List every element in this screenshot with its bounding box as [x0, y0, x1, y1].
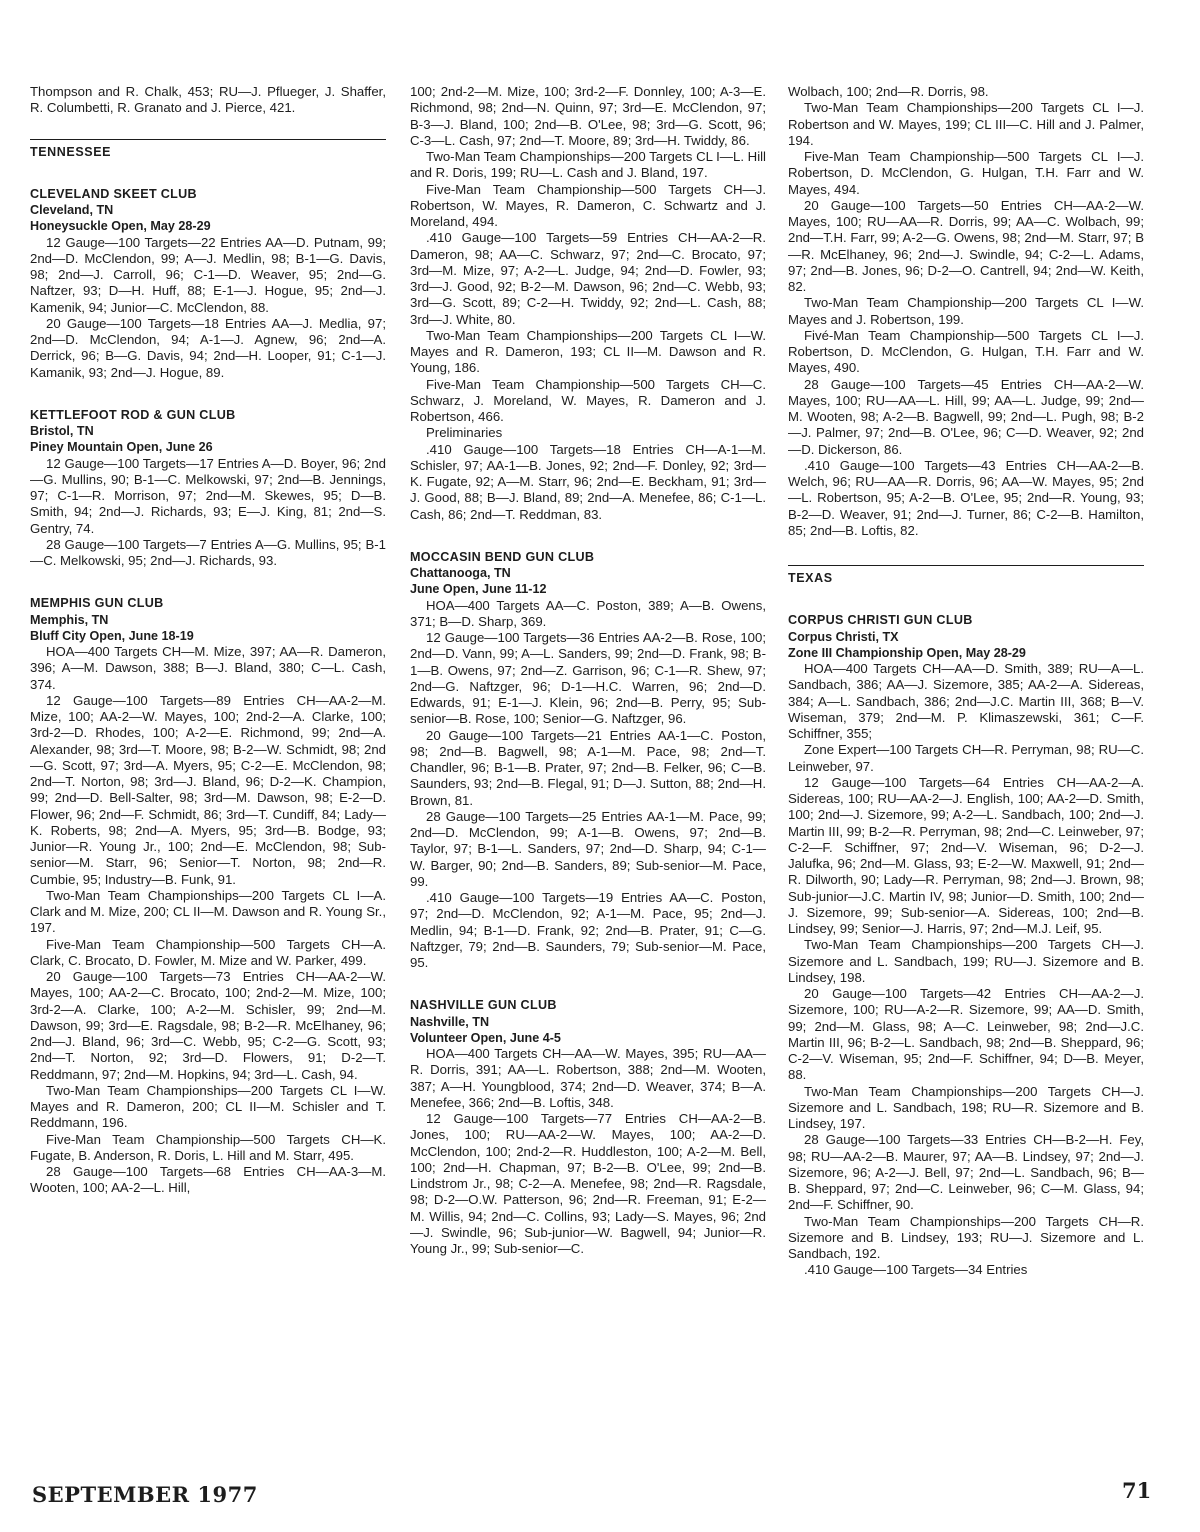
club-location: Chattanooga, TN [410, 566, 511, 580]
results-paragraph: 12 Gauge—100 Targets—17 Entries A—D. Boyer, 96; 2nd—G. Mullins, 90; B-1—C. Melkowski, 97; 2nd—B. Jennings, 97; C-1—R. Morrison, 97; 2nd—M. Skewes, 95; D—B. Smith, 94; 2nd—J. Richards, 93; E—J. King, 81; 2nd—S. Gentry, 74. [30, 455, 386, 536]
column-1 [30, 84, 386, 1197]
results-paragraph: 12 Gauge—100 Targets—64 Entries CH—AA-2—A. Sidereas, 100; RU—AA-2—J. English, 100; AA-2—D. Smith, 100; 2nd—J. Sizemore, 99; A-2—L. Sandbach, 100; 2nd—J. Martin III, 99; B-2—R. Perryman, 98; 2nd—C. Leinweber, 97; C-2—F. Schiffner, 97; 2nd—V. Wiseman, 96; D-2—J. Jalufka, 96; 2nd—M. Glass, 93; E-2—W. Maxwell, 91; 2nd—R. Dilworth, 90; Lady—R. Perryman, 98; 2nd—J. Brown, 98; Sub-junior—J.C. Martin IV, 98; Junior—D. Smith, 100; 2nd—J. Sizemore, 99; Sub-senior—A. Sidereas, 100; 2nd—B. Lindsey, 99; Senior—J. Harris, 97; 2nd—M.J. Leif, 95. [788, 774, 1144, 936]
club-event: Piney Mountain Open, June 26 [30, 440, 213, 455]
results-paragraph: Two-Man Team Championships—200 Targets CL I—A. Clark and M. Mize, 200; CL II—M. Dawson and R. Young Sr., 197. [30, 887, 386, 936]
results-paragraph: 12 Gauge—100 Targets—89 Entries CH—AA-2—M. Mize, 100; AA-2—W. Mayes, 100; 2nd-2—A. Clarke, 100; 3rd-2—D. Rhodes, 100; A-2—E. Richmond, 99; 2nd—A. Alexander, 98; 3rd—T. Moore, 98; B-2—W. Schmidt, 98; 2nd—G. Scott, 97; 3rd—A. Myers, 95; C-2—E. McClendon, 98; 2nd—T. Norton, 98; 3rd—J. Bland, 96; D-2—K. Champion, 99; 2nd—D. Bell-Salter, 98; 3rd—M. Dawson, 98; E-2—D. Flower, 96; 2nd—F. Schmidt, 86; 3rd—T. Cundiff, 84; Lady—K. Roberts, 98; 2nd—A. Myers, 95; 3rd—B. Bodge, 93; Junior—R. Young Jr., 100; 2nd—E. McClendon, 98; Sub-senior—M. Starr, 96; Senior—T. Norton, 98; 2nd—R. Cumbie, 95; Industry—B. Funk, 91. [30, 692, 386, 887]
club-name: KETTLEFOOT ROD & GUN CLUB [30, 407, 236, 422]
club-location: Cleveland, TN [30, 203, 114, 217]
results-paragraph: HOA—400 Targets AA—C. Poston, 389; A—B. Owens, 371; B—D. Sharp, 369. [410, 597, 766, 629]
results-paragraph: Five-Man Team Championship—500 Targets CH—J. Robertson, W. Mayes, R. Dameron, C. Schwartz and J. Moreland, 494. [410, 181, 766, 229]
results-paragraph: 20 Gauge—100 Targets—21 Entries AA-1—C. Poston, 98; 2nd—B. Bagwell, 98; A-1—M. Pace, 98; 2nd—T. Chandler, 96; B-1—B. Prater, 97; 2nd—B. Felker, 96; C—B. Saunders, 93; 2nd—B. Flegal, 91; D—J. Sutton, 88; 2nd—H. Brown, 81. [410, 727, 766, 808]
results-paragraph: .410 Gauge—100 Targets—59 Entries CH—AA-2—R. Dameron, 98; AA—C. Schwarz, 97; 2nd—C. Brocato, 97; 3rd—M. Mize, 97; A-2—L. Judge, 94; 2nd—D. Fowler, 93; 3rd—J. Good, 92; B-2—M. Dawson, 96; 2nd—C. Webb, 93; 3rd—G. Scott, 89; C-2—H. Twiddy, 92; 2nd—L. Cash, 88; 3rd—J. White, 80. [410, 230, 766, 327]
results-paragraph: Fivé-Man Team Championship—500 Targets CL I—J. Robertson, D. McClendon, G. Hulgan, T.H. Farr and W. Mayes, 490. [788, 327, 1144, 376]
club-event: June Open, June 11-12 [410, 582, 547, 597]
club-location: Nashville, TN [410, 1014, 490, 1029]
results-paragraph: 20 Gauge—100 Targets—42 Entries CH—AA-2—J. Sizemore, 100; RU—A-2—R. Sizemore, 99; AA—D. Smith, 99; 2nd—M. Glass, 98; A—C. Leinweber, 98; 2nd—J.C. Martin III, 96; B-2—L. Sandbach, 98; 2nd—B. Sheppard, 96; C-2—V. Wiseman, 95; 2nd—F. Schiffner, 94; D—B. Meyer, 88. [788, 986, 1144, 1083]
results-paragraph: 12 Gauge—100 Targets—36 Entries AA-2—B. Rose, 100; 2nd—D. Vann, 99; A—L. Sanders, 99; 2nd—D. Frank, 98; B-1—B. Owens, 97; 2nd—Z. Garrison, 96; C-1—R. Shew, 97; 2nd—G. Naftzger, 96; D-1—H.C. Warren, 96; 2nd—D. Edwards, 91; E-1—J. Klein, 96; 2nd—B. Perry, 95; Sub-senior—B. Rose, 100; Senior—G. Naftzger, 96. [410, 630, 766, 727]
results-paragraph: HOA—400 Targets CH—M. Mize, 397; AA—R. Dameron, 396; A—M. Dawson, 388; B—J. Bland, 380; C—L. Cash, 374. [30, 644, 386, 692]
preliminaries-label: Preliminaries [426, 425, 503, 441]
results-paragraph: 28 Gauge—100 Targets—25 Entries AA-1—M. Pace, 99; 2nd—D. McClendon, 99; A-1—B. Owens, 97; 2nd—B. Taylor, 97; B-1—L. Sanders, 97; 2nd—D. Sharp, 94; C-1—W. Barger, 90; 2nd—B. Sanders, 89; Sub-senior—M. Pace, 99. [410, 808, 766, 889]
page-number: 71 [1122, 1478, 1152, 1503]
club-cleveland-skeet [30, 186, 386, 381]
results-paragraph: Two-Man Team Championships—200 Targets CH—R. Sizemore and B. Lindsey, 193; RU—J. Sizemore and L. Sandbach, 192. [788, 1213, 1144, 1261]
column-2 [410, 84, 766, 1257]
results-paragraph: HOA—400 Targets CH—AA—W. Mayes, 395; RU—AA—R. Dorris, 391; AA—L. Robertson, 388; 2nd—M. Wooten, 387; A—H. Youngblood, 374; 2nd—D. Weaver, 374; B—A. Menefee, 366; 2nd—B. Loftis, 348. [410, 1046, 766, 1110]
results-paragraph: .410 Gauge—100 Targets—43 Entries CH—AA-2—B. Welch, 96; RU—AA—R. Dorris, 96; AA—W. Mayes, 95; 2nd—L. Robertson, 95; A-2—B. O'Lee, 95; 2nd—R. Young, 93; B-2—D. Weaver, 91; 2nd—J. Turner, 86; C-2—B. Hamilton, 85; 2nd—B. Loftis, 82. [788, 457, 1144, 538]
club-name: MEMPHIS GUN CLUB [30, 596, 164, 611]
club-location: Bristol, TN [30, 424, 94, 438]
club-event: Volunteer Open, June 4-5 [410, 1030, 561, 1045]
state-heading-texas: TEXAS [788, 571, 833, 585]
club-moccasin-bend [410, 549, 766, 972]
results-paragraph: .410 Gauge—100 Targets—19 Entries AA—C. Poston, 97; 2nd—D. McClendon, 92; A-1—M. Pace, 95; 2nd—J. Medlin, 94; B-1—D. Frank, 92; 2nd—B. Prater, 91; C—G. Naftzger, 79; 2nd—B. Saunders, 79; Sub-senior—M. Pace, 95. [410, 890, 766, 970]
results-paragraph: Two-Man Team Championships—200 Targets CL I—L. Hill and R. Doris, 199; RU—L. Cash and J. Bland, 197. [410, 149, 766, 181]
results-paragraph: HOA—400 Targets CH—AA—D. Smith, 389; RU—A—L. Sandbach, 386; AA—J. Sizemore, 385; AA-2—A. Sidereas, 384; A—L. Sandbach, 386; 2nd—J.C. Martin III, 368; B—V. Wiseman, 379; 2nd—M. P. Klimaszewski, 361; C—F. Schiffner, 355; [788, 661, 1144, 741]
results-paragraph: Zone Expert—100 Targets CH—R. Perryman, 98; RU—C. Leinweber, 97. [788, 742, 1144, 774]
section-rule [30, 139, 386, 140]
results-paragraph: 28 Gauge—100 Targets—33 Entries CH—B-2—H. Fey, 98; RU—AA-2—B. Maurer, 97; AA—B. Lindsey, 97; 2nd—J. Sizemore, 96; A-2—J. Bell, 97; 2nd—L. Sandbach, 96; B—B. Sheppard, 97; 2nd—C. Leinweber, 96; C—M. Glass, 94; 2nd—F. Schiffner, 90. [788, 1132, 1144, 1213]
results-paragraph: Five-Man Team Championship—500 Targets CL I—J. Robertson, D. McClendon, G. Hulgan, T.H. Farr and W. Mayes, 494. [788, 149, 1144, 197]
results-paragraph: Five-Man Team Championship—500 Targets CH—K. Fugate, B. Anderson, R. Doris, L. Hill and M. Starr, 495. [30, 1131, 386, 1163]
club-name: CLEVELAND SKEET CLUB [30, 186, 197, 201]
continued-text: 100; 2nd-2—M. Mize, 100; 3rd-2—F. Donnley, 100; A-3—E. Richmond, 98; 2nd—N. Quinn, 97; 3rd—E. McClendon, 97; B-3—J. Bland, 100; 2nd—B. O'Lee, 98; 3rd—G. Scott, 96; C-3—L. Cash, 97; 2nd—T. Moore, 89; 3rd—H. Twiddy, 86. [410, 84, 766, 148]
club-memphis [30, 595, 386, 1196]
results-paragraph: Two-Man Team Championships—200 Targets CL I—W. Mayes and R. Dameron, 193; CL II—M. Dawson and R. Young, 186. [410, 327, 766, 376]
results-paragraph: 28 Gauge—100 Targets—45 Entries CH—AA-2—W. Mayes, 100; RU—AA—L. Hill, 99; AA—L. Judge, 99; 2nd—M. Wooten, 98; A-2—B. Bagwell, 99; 2nd—L. Pugh, 98; B-2—J. Palmer, 97; 2nd—B. O'Lee, 96; C—D. Weaver, 92; 2nd—D. Dickerson, 86. [788, 376, 1144, 457]
results-paragraph: 20 Gauge—100 Targets—73 Entries CH—AA-2—W. Mayes, 100; AA-2—C. Brocato, 100; 2nd-2—M. Mize, 100; 3rd-2—A. Clarke, 100; A-2—M. Schisler, 99; 2nd—M. Dawson, 99; 3rd—E. Ragsdale, 98; B-2—R. McElhaney, 96; 2nd—J. Bland, 96; 3rd—C. Webb, 95; C-2—G. Scott, 93; 2nd—T. Norton, 92; 3rd—D. Flowers, 91; D-2—T. Reddmann, 97; 2nd—M. Hopkins, 94; 3rd—L. Cash, 94. [30, 969, 386, 1082]
state-heading-tennessee: TENNESSEE [30, 144, 112, 159]
results-paragraph: 20 Gauge—100 Targets—18 Entries AA—J. Medlia, 97; 2nd—D. McClendon, 94; A-1—J. Agnew, 96; 2nd—A. Derrick, 96; B—G. Davis, 94; 2nd—H. Looper, 91; C-1—J. Kamanik, 93; 2nd—J. Hogue, 89. [30, 315, 386, 380]
club-name: MOCCASIN BEND GUN CLUB [410, 549, 595, 564]
issue-date: SEPTEMBER 1977 [32, 1482, 258, 1507]
club-kettlefoot [30, 407, 386, 570]
results-paragraph: .410 Gauge—100 Targets—34 Entries [804, 1262, 1028, 1278]
continued-text: Wolbach, 100; 2nd—R. Dorris, 98. [788, 84, 989, 99]
continued-text: Thompson and R. Chalk, 453; RU—J. Pflueger, J. Shaffer, R. Columbetti, R. Granato and J. Pierce, 421. [30, 84, 386, 116]
results-paragraph: Two-Man Team Championships—200 Targets CH—J. Sizemore and L. Sandbach, 198; RU—R. Sizemore and B. Lindsey, 197. [788, 1083, 1144, 1131]
column-3 [788, 84, 1144, 1279]
results-paragraph: 28 Gauge—100 Targets—7 Entries A—G. Mullins, 95; B-1—C. Melkowski, 95; 2nd—J. Richards, 93. [30, 536, 386, 568]
club-event: Bluff City Open, June 18-19 [30, 628, 194, 643]
club-location: Corpus Christi, TX [788, 629, 899, 644]
results-paragraph: Two-Man Team Championships—200 Targets CH—J. Sizemore and L. Sandbach, 199; RU—J. Sizemore and B. Lindsey, 198. [788, 937, 1144, 985]
results-paragraph: 28 Gauge—100 Targets—68 Entries CH—AA-3—M. Wooten, 100; AA-2—L. Hill, [30, 1164, 386, 1196]
results-paragraph: Two-Man Team Championship—200 Targets CL I—W. Mayes and J. Robertson, 199. [788, 295, 1144, 327]
club-event: Zone III Championship Open, May 28-29 [788, 645, 1026, 660]
club-nashville [410, 997, 766, 1257]
results-paragraph: Two-Man Team Championships—200 Targets CL I—J. Robertson and W. Mayes, 199; CL III—C. Hill and J. Palmer, 194. [788, 100, 1144, 148]
results-paragraph: Five-Man Team Championship—500 Targets CH—A. Clark, C. Brocato, D. Fowler, M. Mize and W. Parker, 499. [30, 936, 386, 968]
results-paragraph: .410 Gauge—100 Targets—18 Entries CH—A-1—M. Schisler, 97; AA-1—B. Jones, 92; 2nd—F. Donley, 92; 3rd—K. Fugate, 92; A—M. Starr, 96; 2nd—E. Beckham, 91; 3rd—J. Good, 88; B—J. Bland, 89; 2nd—A. Menefee, 86; C-1—L. Cash, 86; 2nd—T. Reddman, 83. [410, 441, 766, 522]
results-paragraph: 12 Gauge—100 Targets—22 Entries AA—D. Putnam, 99; 2nd—D. McClendon, 99; A—J. Medlin, 98; B-1—G. Davis, 98; 2nd—J. Carroll, 96; C-1—D. Weaver, 95; 2nd—G. Naftzer, 93; D—H. Huff, 88; E-1—J. Hogue, 95; 2nd—J. Kamenik, 94; Junior—C. McClendon, 88. [30, 234, 386, 315]
results-paragraph: 20 Gauge—100 Targets—50 Entries CH—AA-2—W. Mayes, 100; RU—AA—R. Dorris, 99; AA—C. Wolbach, 99; 2nd—T.H. Farr, 99; A-2—G. Owens, 98; 2nd—M. Starr, 97; B—R. McElhaney, 96; 2nd—J. Swindle, 94; C-2—L. Adams, 97; 2nd—B. Jones, 96; D-2—O. Cantrell, 94; 2nd—W. Keith, 82. [788, 197, 1144, 294]
results-paragraph: 12 Gauge—100 Targets—77 Entries CH—AA-2—B. Jones, 100; RU—AA-2—W. Mayes, 100; AA-2—D. McClendon, 100; 2nd-2—R. Huddleston, 100; A-2—M. Bell, 100; 2nd—H. Chapman, 97; B-2—B. O'Lee, 99; 2nd—B. Lindstrom Jr., 98; C-2—A. Menefee, 98; 2nd—R. Ragsdale, 98; D-2—O.W. Patterson, 96; 2nd—R. Freeman, 91; E-2—M. Willis, 94; 2nd—C. Collins, 93; Lady—S. Mayes, 96; 2nd—J. Swindle, 96; Sub-junior—W. Bagwell, 94; Junior—R. Young Jr., 99; Sub-senior—C. [410, 1111, 766, 1256]
club-location: Memphis, TN [30, 612, 109, 627]
club-name: NASHVILLE GUN CLUB [410, 998, 557, 1013]
results-paragraph: Five-Man Team Championship—500 Targets CH—C. Schwarz, J. Moreland, W. Mayes, R. Dameron and J. Robertson, 466. [410, 376, 766, 424]
club-name: CORPUS CHRISTI GUN CLUB [788, 613, 973, 628]
club-corpus-christi [788, 612, 1144, 1278]
club-event: Honeysuckle Open, May 28-29 [30, 219, 211, 234]
section-rule [788, 565, 1144, 566]
results-paragraph: Two-Man Team Championships—200 Targets CL I—W. Mayes and R. Dameron, 200; CL II—M. Schisler and T. Reddmann, 196. [30, 1082, 386, 1131]
